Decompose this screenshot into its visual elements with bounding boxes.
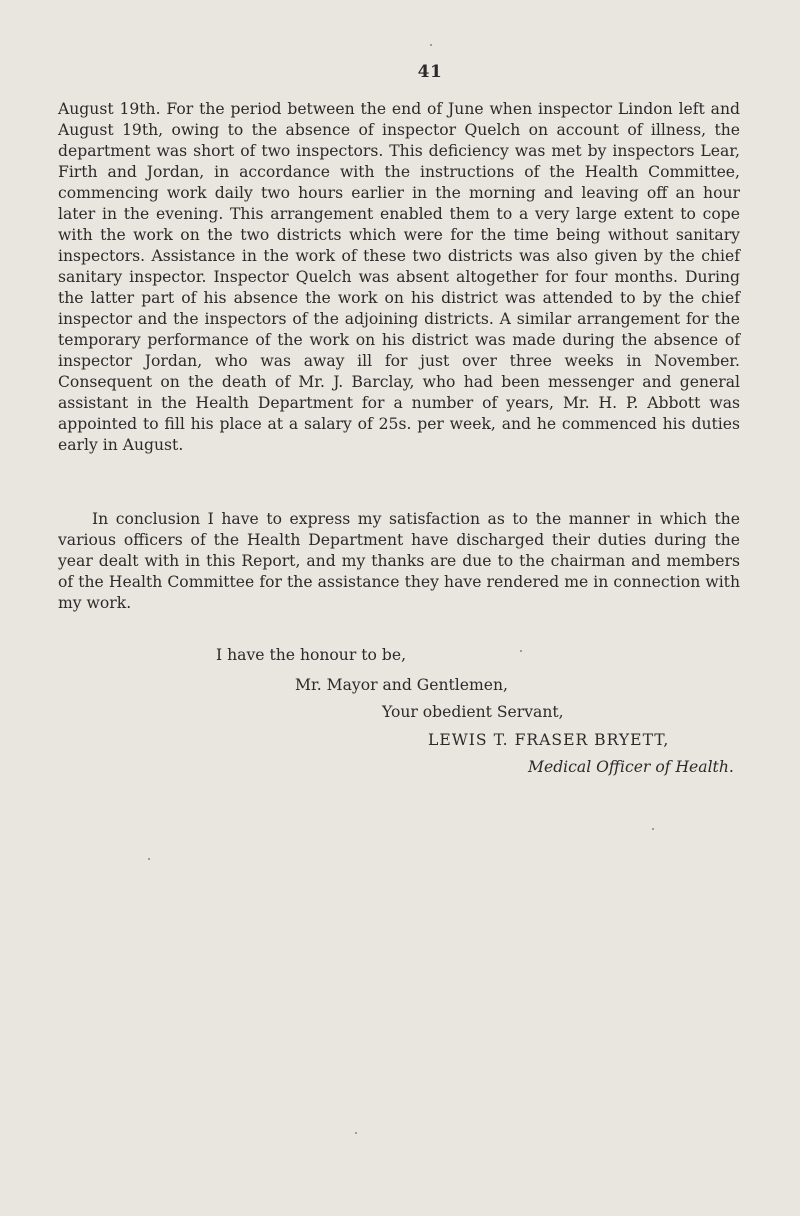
paragraph-staffing: August 19th. For the period between the end of June when inspector Lindon left and August 19th, owing to the absence of inspector Quelch on account of illness, the department was short of two inspectors. This deficiency was met by inspectors Lear, Firth and Jordan, in accordance with the instructions of the Health Committee, commencing work daily two hours earlier in the morning and leaving off an hour later in the evening. This arrangement enabled them to a very large extent to cope with the work on the two districts which were for the time being without sanitary inspectors. Assistance in the work of these two districts was also given by the chief sanitary inspector. Inspector Quelch was absent altogether for four months. During the latter part of his absence the work on his district was attended to by the chief inspector and the inspectors of the adjoining districts. A similar arrangement for the temporary performance of the work on his district was made during the absence of inspector Jordan, who was away ill for just over three weeks in November. Consequent on the death of Mr. J. Barclay, who had been messenger and general assistant in the Health Department for a number of years, Mr. H. P. Abbott was appointed to fill his place at a salary of 25s. per week, and he commenced his duties early in August. [58, 100, 740, 454]
closing-salutation: I have the honour to be, [216, 646, 407, 664]
closing-address: Mr. Mayor and Gentlemen, [295, 676, 508, 694]
paper-speck [520, 650, 522, 652]
signature-name: LEWIS T. FRASER BRYETT, [428, 731, 670, 749]
page-number: 41 [417, 62, 443, 82]
paper-speck [355, 1132, 357, 1134]
signature-title: Medical Officer of Health. [528, 758, 734, 776]
paper-speck [148, 858, 150, 860]
paragraph-conclusion: In conclusion I have to express my satisfaction as to the manner in which the various officers of the Health Department have discharged their duties during the year dealt with in this Report, and my thanks are due to the chairman and members of the Health Committee for the assistance they have rendered me in connection with my work. [58, 510, 740, 612]
paper-speck [430, 44, 432, 46]
closing-valediction: Your obedient Servant, [382, 703, 564, 721]
paper-speck [652, 828, 654, 830]
